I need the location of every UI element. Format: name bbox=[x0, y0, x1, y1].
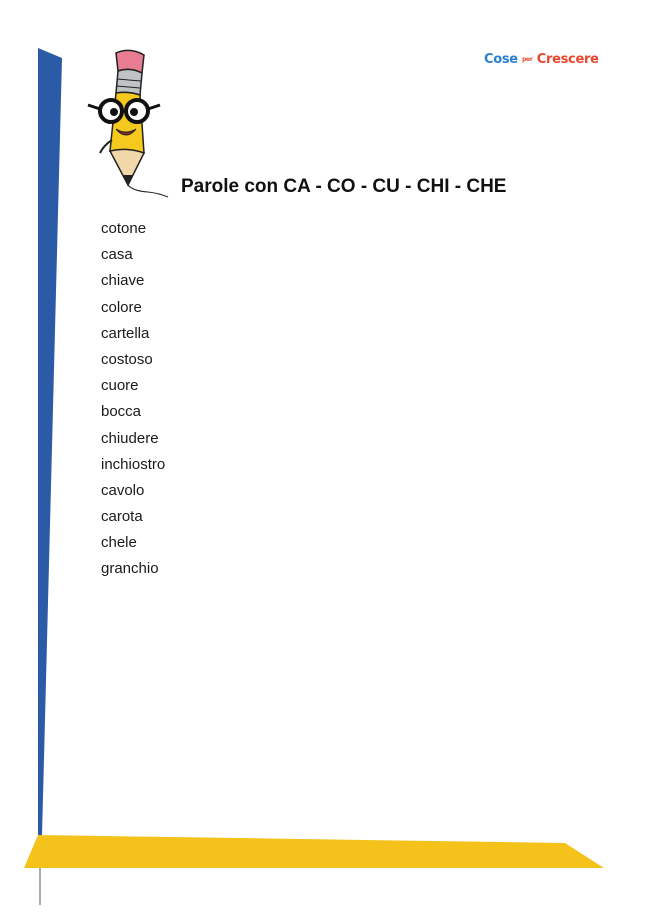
logo-text-crescere: Crescere bbox=[536, 52, 599, 67]
list-item: casa bbox=[101, 246, 133, 264]
list-item: chiave bbox=[101, 272, 145, 290]
list-item: costoso bbox=[101, 350, 153, 368]
word-list bbox=[101, 216, 165, 583]
list-item: cuore bbox=[101, 377, 139, 395]
list-item: colore bbox=[101, 298, 142, 316]
list-item: carota bbox=[101, 508, 143, 526]
list-item: cartella bbox=[101, 324, 150, 342]
logo-text-cose: Cose bbox=[484, 52, 518, 67]
list-item: bocca bbox=[101, 403, 142, 421]
logo-text-per: per bbox=[522, 56, 533, 63]
list-item: inchiostro bbox=[101, 455, 166, 473]
list-item: cotone bbox=[101, 220, 147, 237]
list-item: chiudere bbox=[101, 429, 159, 447]
list-item: cavolo bbox=[101, 481, 145, 499]
brand-logo bbox=[484, 52, 599, 74]
page-title: Parole con CA - CO - CU - CHI - CHE bbox=[181, 176, 507, 197]
list-item: chele bbox=[101, 534, 137, 552]
list-item: granchio bbox=[101, 560, 159, 578]
pencil-mascot-icon bbox=[78, 45, 178, 205]
